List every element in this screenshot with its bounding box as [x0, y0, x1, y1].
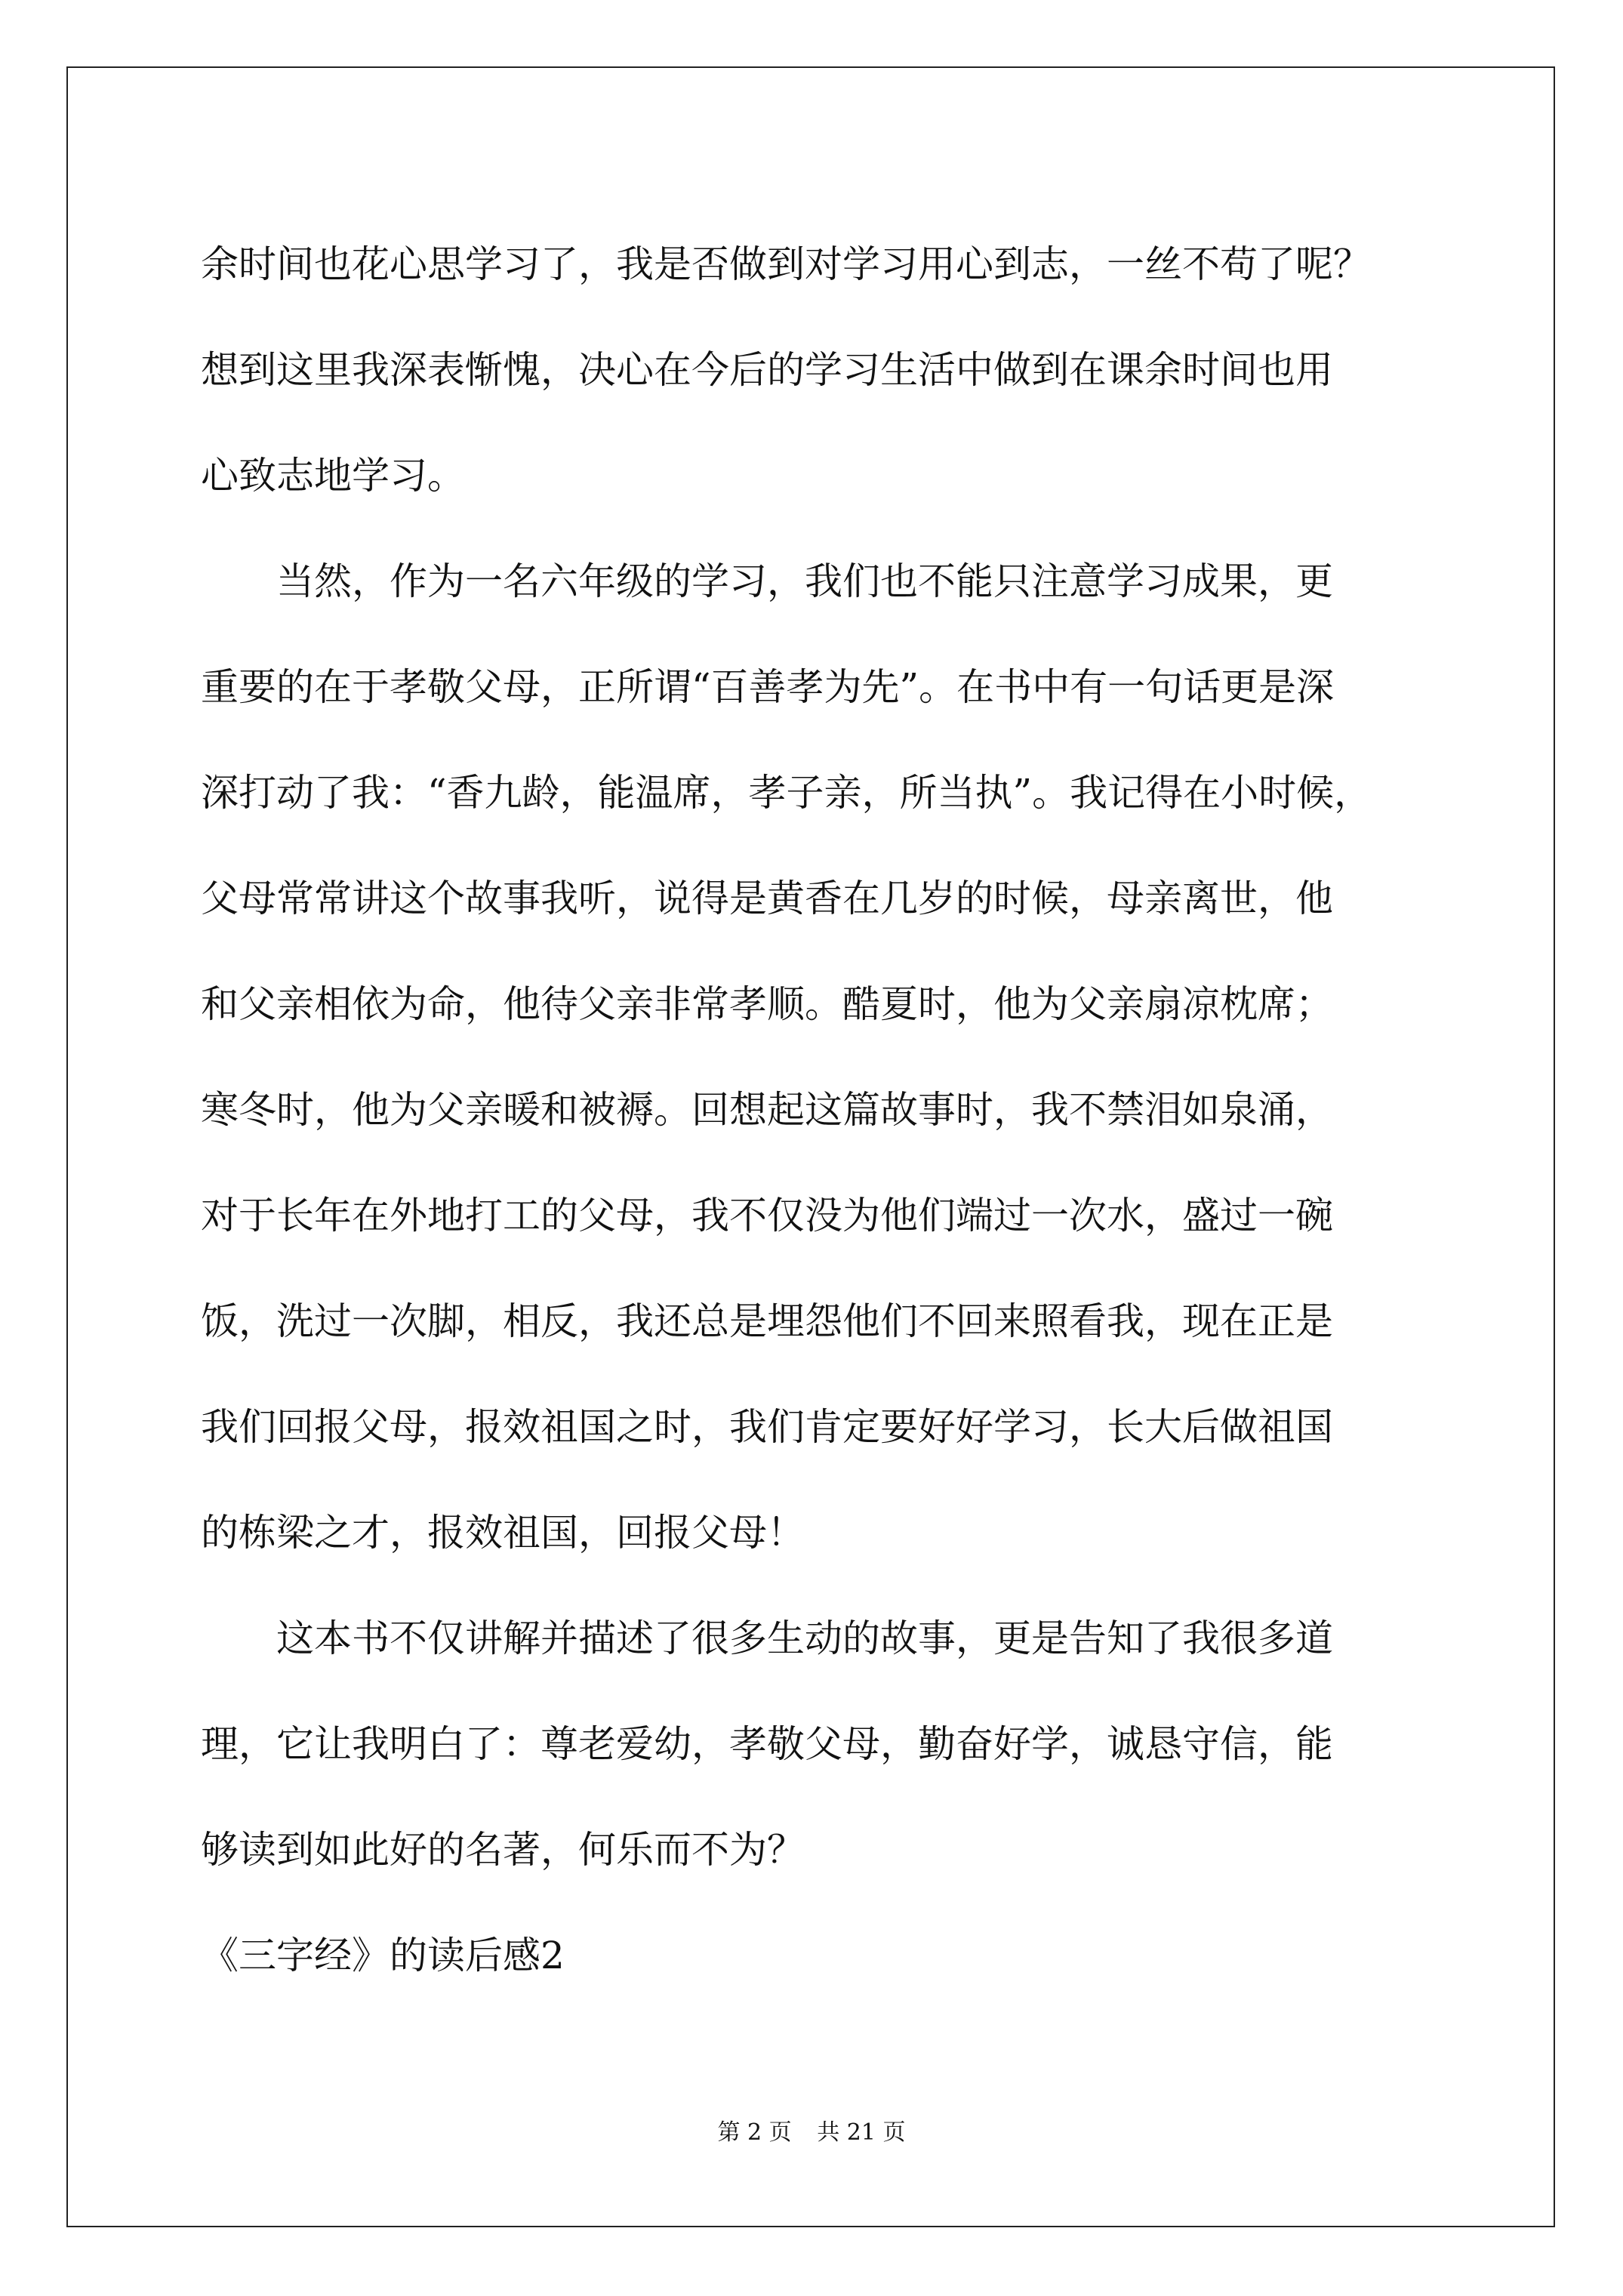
text-line: 这本书不仅讲解并描述了很多生动的故事，更是告知了我很多道: [276, 1616, 1333, 1660]
text-line: 余时间也花心思学习了，我是否做到对学习用心到志，一丝不苟了呢？: [201, 242, 1371, 286]
paragraph-2: [201, 529, 1454, 1586]
text-line: 和父亲相依为命，他待父亲非常孝顺。酷夏时，他为父亲扇凉枕席；: [201, 982, 1333, 1026]
text-line: 重要的在于孝敬父母，正所谓“百善孝为先”。在书中有一句话更是深: [201, 665, 1335, 709]
text-line: 想到这里我深表惭愧，决心在今后的学习生活中做到在课余时间也用: [201, 348, 1333, 392]
text-line: 我们回报父母，报效祖国之时，我们肯定要好好学习，长大后做祖国: [201, 1405, 1333, 1449]
text-line: 寒冬时，他为父亲暖和被褥。回想起这篇故事时，我不禁泪如泉涌，: [201, 1088, 1333, 1132]
section-heading: 《三字经》的读后感2: [201, 1934, 565, 1977]
text-line: 饭，洗过一次脚，相反，我还总是埋怨他们不回来照看我，现在正是: [201, 1299, 1333, 1343]
paragraph-1: [201, 211, 1454, 529]
text-line: 对于长年在外地打工的父母，我不仅没为他们端过一次水，盛过一碗: [201, 1194, 1333, 1237]
text-line: 的栋梁之才，报效祖国，回报父母！: [201, 1511, 805, 1555]
text-line: 理，它让我明白了：尊老爱幼，孝敬父母，勤奋好学，诚恳守信，能: [201, 1722, 1333, 1766]
text-line: 心致志地学习。: [201, 454, 465, 498]
text-line: 深打动了我：“香九龄，能温席，孝子亲，所当执”。我记得在小时候，: [201, 771, 1372, 815]
page-number: 第 2 页: [717, 2119, 792, 2146]
text-line: 父母常常讲这个故事我听，说得是黄香在几岁的时候，母亲离世，他: [201, 877, 1333, 920]
page-footer: [0, 2118, 1623, 2148]
document-body: [201, 211, 1454, 2008]
page-total: 共 21 页: [817, 2119, 906, 2146]
text-line: 当然，作为一名六年级的学习，我们也不能只注意学习成果，更: [276, 559, 1333, 603]
paragraph-3: [201, 1586, 1454, 1903]
text-line: 够读到如此好的名著，何乐而不为？: [201, 1828, 805, 1872]
